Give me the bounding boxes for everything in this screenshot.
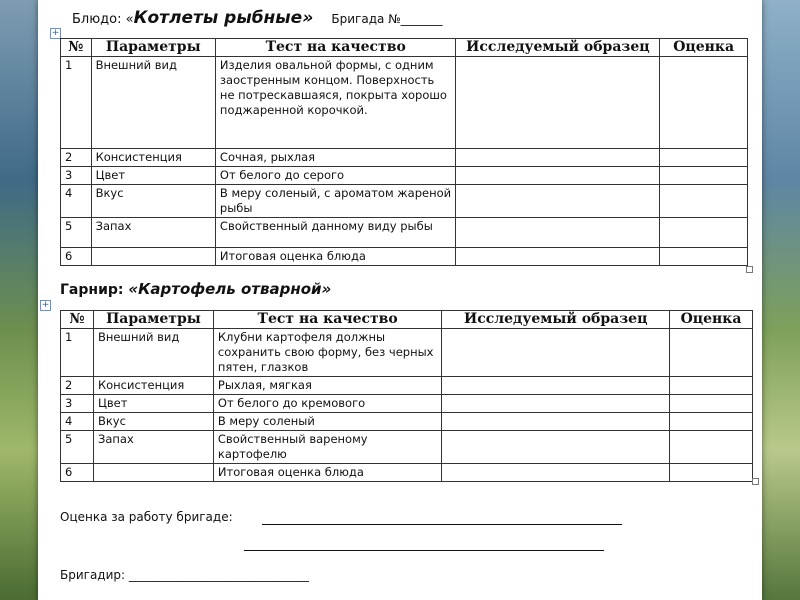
row-parameter-text: Запах (97, 432, 134, 446)
quality-table-cutlets (60, 38, 748, 266)
row-parameter (93, 377, 213, 395)
table-row (61, 464, 753, 482)
row-quality-test-text: В меру соленый (217, 414, 315, 428)
table-resize-handle[interactable] (752, 478, 759, 485)
row-parameter-text: Внешний вид (97, 330, 180, 344)
row-quality-test (213, 377, 442, 395)
row-number (61, 218, 92, 248)
row-number-text: 2 (65, 150, 73, 164)
row-parameter (93, 329, 213, 377)
garnish-header (60, 280, 331, 298)
table-move-handle-icon[interactable]: + (41, 300, 50, 310)
col-parameters: Параметры (93, 311, 213, 329)
row-sample-cell[interactable] (456, 149, 660, 167)
row-sample-cell[interactable] (456, 248, 660, 266)
row-quality-test-text: От белого до кремового (217, 396, 366, 410)
table-row (61, 413, 753, 431)
row-sample-cell[interactable] (456, 57, 660, 149)
table-row (61, 185, 748, 218)
row-quality-test (213, 431, 442, 464)
row-score-cell[interactable] (670, 395, 753, 413)
row-parameter (91, 149, 215, 167)
row-score-cell[interactable] (670, 377, 753, 395)
table-header-row (61, 311, 753, 329)
dish-name: Котлеты рыбные» (133, 8, 314, 28)
row-number-text: 5 (65, 219, 73, 233)
garnish-label: Гарнир: (60, 282, 129, 298)
brigade-number: Бригада №_______ (331, 12, 443, 26)
row-parameter (93, 413, 213, 431)
row-score-cell[interactable] (670, 329, 753, 377)
row-score-cell[interactable] (660, 248, 748, 266)
row-parameter (91, 185, 215, 218)
row-sample-cell[interactable] (442, 377, 670, 395)
background-right (760, 0, 800, 600)
row-number (61, 185, 92, 218)
table-row (61, 248, 748, 266)
row-number (61, 431, 94, 464)
background-left (0, 0, 40, 600)
row-score-cell[interactable] (670, 464, 753, 482)
row-sample-cell[interactable] (442, 464, 670, 482)
row-number (61, 149, 92, 167)
row-sample-cell[interactable] (456, 218, 660, 248)
row-quality-test-text: Рыхлая, мягкая (217, 378, 312, 392)
col-score: Оценка (660, 39, 748, 57)
row-number (61, 395, 94, 413)
row-quality-test (215, 149, 456, 167)
col-quality-test: Тест на качество (215, 39, 456, 57)
row-quality-test-text: Итоговая оценка блюда (217, 465, 364, 479)
table-row (61, 218, 748, 248)
table-header-row (61, 39, 748, 57)
row-parameter (91, 248, 215, 266)
row-quality-test-text: Свойственный данному виду рыбы (219, 219, 433, 233)
foreman-line (60, 568, 309, 582)
row-quality-test-text: Сочная, рыхлая (219, 150, 316, 164)
table-row (61, 377, 753, 395)
quality-table-potatoes (60, 310, 753, 482)
evaluation-label: Оценка за работу бригаде: (60, 510, 233, 524)
row-number (61, 413, 94, 431)
row-number (61, 167, 92, 185)
row-number-text: 6 (65, 465, 73, 479)
row-quality-test (213, 464, 442, 482)
document-page (38, 0, 762, 600)
row-parameter-text: Вкус (97, 414, 126, 428)
row-parameter-text: Цвет (97, 396, 128, 410)
row-quality-test-text: Изделия овальной формы, с одним заостренным концом. Поверхность не потрескавшаяся, покрыта хорошо поджаренной корочкой. (219, 58, 447, 117)
row-parameter-text: Консистенция (97, 378, 185, 392)
row-quality-test (215, 218, 456, 248)
row-parameter-text: Вкус (95, 186, 124, 200)
row-sample-cell[interactable] (442, 431, 670, 464)
row-number-text: 3 (65, 396, 73, 410)
row-quality-test (215, 57, 456, 149)
row-parameter-text: Консистенция (95, 150, 182, 164)
row-sample-cell[interactable] (456, 185, 660, 218)
dish-header (72, 8, 443, 28)
row-quality-test (215, 185, 456, 218)
foreman-label: Бригадир: ______________________________ (60, 568, 309, 582)
col-number: № (61, 311, 94, 329)
row-score-cell[interactable] (660, 218, 748, 248)
row-sample-cell[interactable] (442, 329, 670, 377)
evaluation-blank-2 (244, 550, 604, 551)
table-row (61, 431, 753, 464)
row-parameter-text: Внешний вид (95, 58, 177, 72)
dish-label: Блюдо: « (72, 12, 134, 27)
row-parameter-text: Цвет (95, 168, 126, 182)
row-sample-cell[interactable] (442, 395, 670, 413)
table-row (61, 57, 748, 149)
row-number-text: 4 (65, 414, 73, 428)
row-quality-test-text: Свойственный вареному картофелю (217, 432, 368, 461)
table-row (61, 149, 748, 167)
row-number (61, 464, 94, 482)
row-number (61, 377, 94, 395)
row-quality-test-text: Итоговая оценка блюда (219, 249, 366, 263)
col-sample: Исследуемый образец (456, 39, 660, 57)
row-quality-test (213, 329, 442, 377)
row-quality-test-text: Клубни картофеля должны сохранить свою форму, без черных пятен, глазков (217, 330, 434, 374)
col-sample: Исследуемый образец (442, 311, 670, 329)
col-score: Оценка (670, 311, 753, 329)
brigade-evaluation-line (60, 510, 233, 524)
row-parameter (93, 464, 213, 482)
row-parameter (91, 57, 215, 149)
row-quality-test (213, 413, 442, 431)
table-row (61, 167, 748, 185)
row-number-text: 3 (65, 168, 73, 182)
row-number (61, 57, 92, 149)
row-parameter-text: Запах (95, 219, 132, 233)
row-score-cell[interactable] (670, 431, 753, 464)
row-sample-cell[interactable] (442, 413, 670, 431)
row-score-cell[interactable] (660, 57, 748, 149)
row-number-text: 5 (65, 432, 73, 446)
row-number-text: 1 (65, 330, 73, 344)
garnish-name: «Картофель отварной» (128, 280, 332, 298)
row-score-cell[interactable] (660, 185, 748, 218)
row-quality-test-text: От белого до серого (219, 168, 345, 182)
row-number-text: 1 (65, 58, 73, 72)
row-quality-test (215, 167, 456, 185)
row-quality-test (215, 248, 456, 266)
row-number-text: 2 (65, 378, 73, 392)
table-move-handle-icon[interactable]: + (51, 28, 60, 38)
evaluation-blank-1 (262, 524, 622, 525)
row-score-cell[interactable] (660, 149, 748, 167)
row-sample-cell[interactable] (456, 167, 660, 185)
row-parameter (93, 395, 213, 413)
table-row (61, 395, 753, 413)
row-quality-test-text: В меру соленый, с ароматом жареной рыбы (219, 186, 452, 215)
row-quality-test (213, 395, 442, 413)
col-number: № (61, 39, 92, 57)
row-number (61, 248, 92, 266)
row-parameter (91, 218, 215, 248)
col-quality-test: Тест на качество (213, 311, 442, 329)
row-score-cell[interactable] (670, 413, 753, 431)
row-number (61, 329, 94, 377)
col-parameters: Параметры (91, 39, 215, 57)
row-number-text: 6 (65, 249, 73, 263)
row-number-text: 4 (65, 186, 73, 200)
table-resize-handle[interactable] (746, 266, 753, 273)
row-parameter (93, 431, 213, 464)
row-parameter (91, 167, 215, 185)
row-score-cell[interactable] (660, 167, 748, 185)
table-row (61, 329, 753, 377)
